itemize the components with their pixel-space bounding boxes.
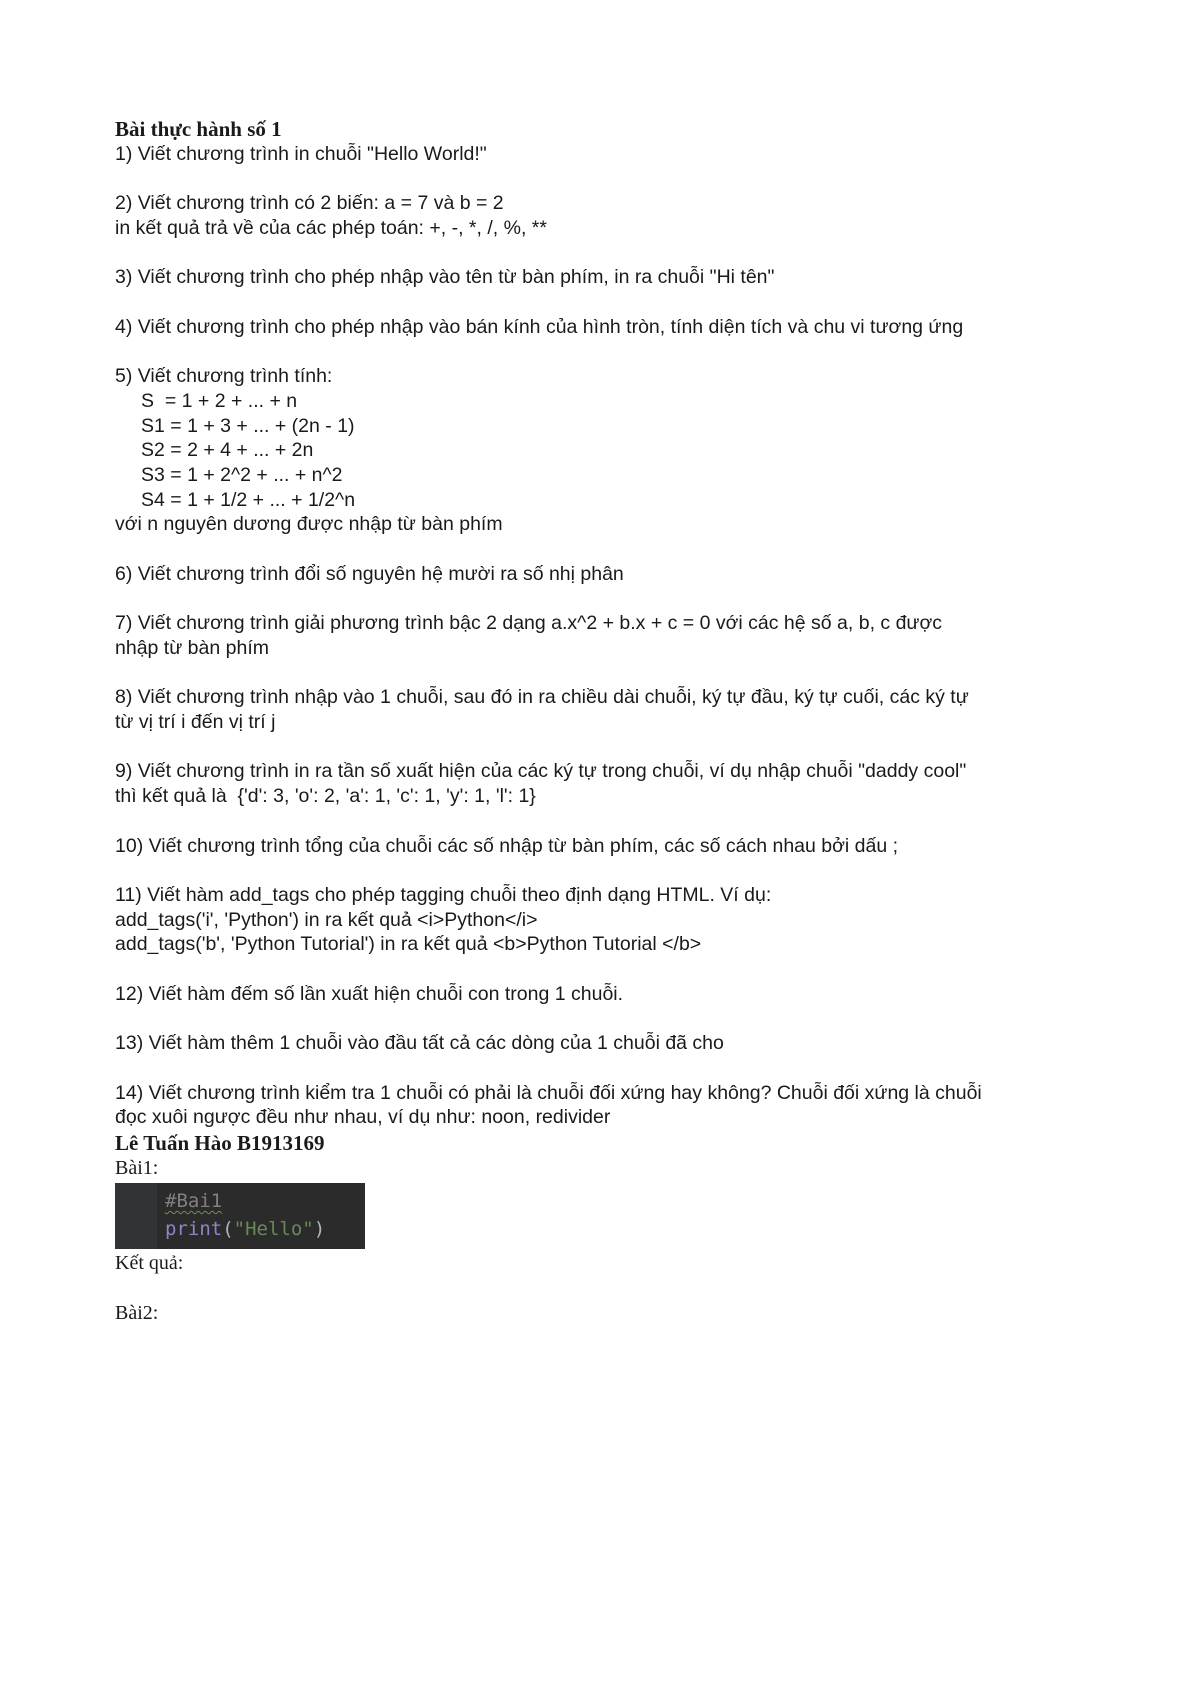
formula-s1: S1 = 1 + 3 + ... + (2n - 1) bbox=[141, 414, 355, 437]
formula-s2: S2 = 2 + 4 + ... + 2n bbox=[141, 439, 314, 462]
exercise-12 bbox=[115, 982, 1095, 1007]
exercise-text: add_tags('i', 'Python') in ra kết quả <i>Python</i> bbox=[115, 908, 538, 931]
exercise-text: add_tags('b', 'Python Tutorial') in ra kết quả <b>Python Tutorial </b> bbox=[115, 933, 702, 956]
code-screenshot bbox=[115, 1183, 365, 1249]
exercise-text: 5) Viết chương trình tính: bbox=[115, 365, 333, 388]
exercise-text: 4) Viết chương trình cho phép nhập vào bán kính của hình tròn, tính diện tích và chu vi tương ứng bbox=[115, 315, 964, 338]
exercise-text: 13) Viết hàm thêm 1 chuỗi vào đầu tất cả các dòng của 1 chuỗi đã cho bbox=[115, 1032, 724, 1055]
exercise-1 bbox=[115, 142, 1095, 167]
exercise-text: 8) Viết chương trình nhập vào 1 chuỗi, sau đó in ra chiều dài chuỗi, ký tự đầu, ký tự cuối, các ký tự bbox=[115, 686, 969, 709]
exercise-text: đọc xuôi ngược đều như nhau, ví dụ như: noon, redivider bbox=[115, 1106, 611, 1129]
exercise-text: 3) Viết chương trình cho phép nhập vào tên từ bàn phím, in ra chuỗi "Hi tên" bbox=[115, 266, 775, 289]
exercise-text: thì kết quả là {'d': 3, 'o': 2, 'a': 1, 'c': 1, 'y': 1, 'l': 1} bbox=[115, 785, 536, 808]
exercise-text: với n nguyên dương được nhập từ bàn phím bbox=[115, 513, 503, 536]
exercise-list bbox=[115, 142, 1095, 1130]
result-label: Kết quả: bbox=[115, 1251, 184, 1274]
exercise-14 bbox=[115, 1081, 1095, 1130]
exercise-11 bbox=[115, 883, 1095, 957]
code-string: "Hello" bbox=[233, 1217, 314, 1240]
exercise-text: 2) Viết chương trình có 2 biến: a = 7 và b = 2 bbox=[115, 192, 504, 215]
exercise-7 bbox=[115, 611, 1095, 660]
bai2-label: Bài2: bbox=[115, 1301, 159, 1324]
bai1-label: Bài1: bbox=[115, 1156, 159, 1179]
exercise-9 bbox=[115, 759, 1095, 808]
formula-s3: S3 = 1 + 2^2 + ... + n^2 bbox=[141, 464, 343, 487]
exercise-text: 9) Viết chương trình in ra tần số xuất hiện của các ký tự trong chuỗi, ví dụ nhập chuỗi "daddy cool" bbox=[115, 760, 967, 783]
exercise-text: từ vị trí i đến vị trí j bbox=[115, 711, 276, 734]
code-gutter bbox=[115, 1183, 157, 1249]
exercise-13 bbox=[115, 1031, 1095, 1056]
exercise-text: 7) Viết chương trình giải phương trình bậc 2 dạng a.x^2 + b.x + c = 0 với các hệ số a, b, c được bbox=[115, 612, 943, 635]
exercise-10 bbox=[115, 834, 1095, 859]
exercise-3 bbox=[115, 265, 1095, 290]
exercise-text: 1) Viết chương trình in chuỗi "Hello World!" bbox=[115, 143, 487, 165]
exercise-6 bbox=[115, 562, 1095, 587]
exercise-text: nhập từ bàn phím bbox=[115, 636, 269, 659]
exercise-text: in kết quả trả về của các phép toán: +, -, *, /, %, ** bbox=[115, 217, 547, 240]
author-name: Lê Tuấn Hào B1913169 bbox=[115, 1130, 325, 1155]
formula-s4: S4 = 1 + 1/2 + ... + 1/2^n bbox=[141, 488, 356, 511]
document-title: Bài thực hành số 1 bbox=[115, 117, 282, 141]
exercise-text: 14) Viết chương trình kiểm tra 1 chuỗi có phải là chuỗi đối xứng hay không? Chuỗi đối xứng là chuỗi bbox=[115, 1081, 982, 1104]
exercise-2 bbox=[115, 191, 1095, 240]
exercise-4 bbox=[115, 315, 1095, 340]
code-line-comment bbox=[165, 1189, 222, 1213]
document-content bbox=[115, 116, 1095, 1326]
exercise-text: 12) Viết hàm đếm số lần xuất hiện chuỗi con trong 1 chuỗi. bbox=[115, 982, 624, 1005]
code-close-paren: ) bbox=[313, 1217, 326, 1240]
code-line-print bbox=[165, 1217, 325, 1241]
exercise-text: 10) Viết chương trình tổng của chuỗi các số nhập từ bàn phím, các số cách nhau bởi dấu ; bbox=[115, 834, 899, 857]
code-func: print bbox=[165, 1217, 223, 1240]
formula-s: S = 1 + 2 + ... + n bbox=[141, 389, 298, 412]
exercise-5 bbox=[115, 364, 1095, 537]
code-open-paren: ( bbox=[222, 1217, 234, 1240]
code-comment: #Bai1 bbox=[165, 1189, 223, 1212]
exercise-8 bbox=[115, 685, 1095, 734]
blank-line bbox=[115, 1276, 1095, 1301]
exercise-text: 11) Viết hàm add_tags cho phép tagging chuỗi theo định dạng HTML. Ví dụ: bbox=[115, 883, 772, 906]
exercise-text: 6) Viết chương trình đổi số nguyên hệ mười ra số nhị phân bbox=[115, 562, 624, 585]
